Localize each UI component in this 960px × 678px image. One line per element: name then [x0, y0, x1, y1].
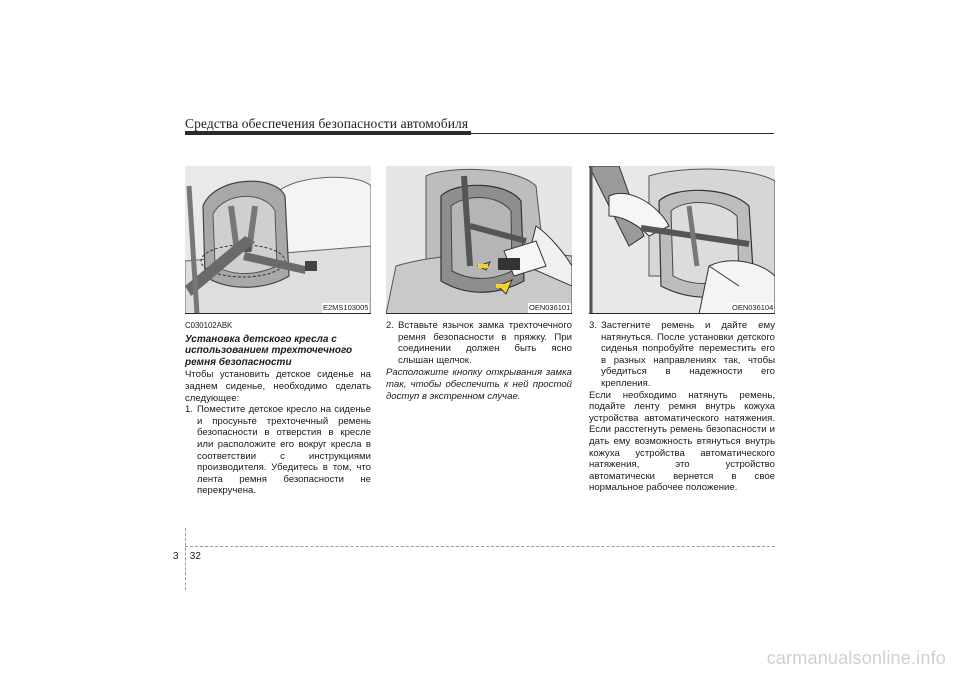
- figure-3-rule: [589, 313, 775, 314]
- figure-child-seat-rear: [185, 166, 371, 314]
- figure-belt-tighten: [589, 166, 775, 314]
- page-number: [173, 551, 201, 562]
- release-button-note: Расположите кнопку открывания замка так, чтобы обеспечить к ней простой доступ в экстренном случае.: [386, 367, 572, 402]
- step-3-text: Застегните ремень и дайте ему натянуться. После установки детского сиденья попробуйте переместить его в разных направлениях так, чтобы убедиться в надежности его крепления.: [601, 320, 775, 389]
- intro-paragraph: Чтобы установить детское сиденье на заднем сиденье, необходимо сделать следующее:: [185, 369, 371, 404]
- retractor-paragraph: Если необходимо натянуть ремень, подайте ленту ремня внутрь кожуха устройства автоматического натяжения. Если расстегнуть ремень безопасности и дать ему возможность втянуться внутрь кожуха устройства автоматического натяжения, это устройство автоматически вернется в свое нормальное рабочее положение.: [589, 389, 775, 494]
- illustration-buckle-insert: [386, 166, 572, 314]
- illustration-belt-tighten: [589, 166, 775, 314]
- step-2-text: Вставьте язычок замка трехточечного ремня безопасности в пряжку. При соединении должен быть ясно слышан щелчок.: [398, 320, 572, 366]
- page-index: 32: [189, 551, 201, 562]
- header-rule-thin: [471, 133, 774, 134]
- column-2: [386, 320, 572, 402]
- figure-1-code: E2MS103005: [323, 303, 369, 312]
- step-3-number: 3.: [589, 320, 598, 331]
- chapter-number: 3: [173, 551, 179, 562]
- figure-1-rule: [185, 313, 371, 314]
- figure-buckle-insert: [386, 166, 572, 314]
- step-1: [185, 404, 371, 497]
- column-1: [185, 320, 371, 497]
- subsection-heading: Установка детского кресла с использованием трехточечного ремня безопасности: [185, 333, 353, 368]
- figure-3-code: OEN036104: [732, 303, 774, 312]
- section-title: Средства обеспечения безопасности автомобиля: [185, 116, 469, 131]
- section-code: C030102ABK: [185, 321, 233, 330]
- figure-2-code: OEN036101: [529, 303, 571, 312]
- step-3: [589, 320, 775, 390]
- header-rule-thick: [185, 131, 471, 135]
- step-2-number: 2.: [386, 320, 395, 331]
- figure-2-rule: [386, 313, 572, 314]
- step-1-number: 1.: [185, 404, 194, 416]
- column-3: [589, 320, 775, 494]
- step-2: [386, 320, 572, 366]
- footer-dashed-rule: [185, 546, 775, 547]
- illustration-child-seat-rear: [185, 166, 371, 314]
- watermark: carmanualsonline.info: [766, 648, 946, 668]
- step-1-text: Поместите детское кресло на сиденье и просуньте трехточечный ремень безопасности в отверстия в кресле или расположите его вокруг кресла в соответствии с инструкциями производителя. Убедитесь в том, что лента ремня безопасности не перекручена.: [197, 404, 371, 497]
